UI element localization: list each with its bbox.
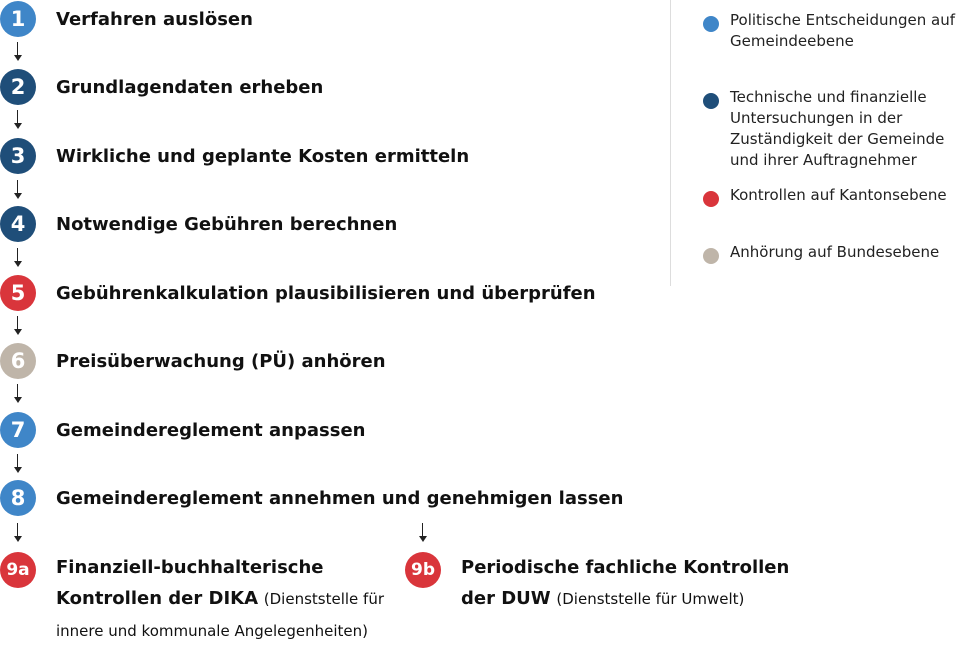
step-2: [0, 69, 323, 105]
step-9b: [405, 552, 791, 615]
arrow-down-icon: [13, 110, 23, 130]
legend-divider: [670, 0, 671, 286]
arrow-down-icon: [418, 523, 428, 543]
step-7: [0, 412, 365, 448]
legend-item-political: [703, 10, 965, 52]
legend-item-technical: [703, 87, 965, 171]
legend-text: Kontrollen auf Kantonsebene: [730, 186, 947, 204]
step-label: Preisüberwachung (PÜ) anhören: [56, 350, 386, 372]
step-number-badge: 4: [0, 206, 36, 242]
step-number-badge: 9a: [0, 552, 36, 588]
step-number-badge: 1: [0, 1, 36, 37]
step-label: Verfahren auslösen: [56, 8, 253, 30]
step-9b-note: (Dienststelle für Umwelt): [556, 590, 745, 608]
step-6: [0, 343, 386, 379]
step-5: [0, 275, 596, 311]
step-number-badge: 6: [0, 343, 36, 379]
step-number-badge: 7: [0, 412, 36, 448]
arrow-down-icon: [13, 523, 23, 543]
step-9b-line1: Periodische fachliche Kontrollen: [461, 557, 790, 578]
legend-text: Anhörung auf Bundesebene: [730, 243, 940, 261]
step-label: Wirkliche und geplante Kosten ermitteln: [56, 145, 470, 167]
arrow-down-icon: [13, 42, 23, 62]
step-9b-text: [461, 552, 791, 615]
legend-item-federal: [703, 242, 965, 264]
arrow-down-icon: [13, 316, 23, 336]
step-label: Gebührenkalkulation plausibilisieren und überprüfen: [56, 282, 596, 304]
step-label: Gemeindereglement anpassen: [56, 419, 366, 441]
step-9a-text: [56, 552, 386, 647]
legend-item-cantonal: [703, 185, 965, 207]
step-1: [0, 1, 253, 37]
step-label: Notwendige Gebühren berechnen: [56, 213, 398, 235]
step-number-badge: 2: [0, 69, 36, 105]
step-3: [0, 138, 469, 174]
step-9b-line2: der DUW: [461, 588, 551, 609]
step-number-badge: 9b: [405, 552, 441, 588]
legend-dot-icon: [703, 248, 719, 264]
arrow-down-icon: [13, 454, 23, 474]
step-number-badge: 8: [0, 480, 36, 516]
step-9a: [0, 552, 386, 647]
step-number-badge: 5: [0, 275, 36, 311]
arrow-down-icon: [13, 248, 23, 268]
step-8: [0, 480, 623, 516]
step-label: Gemeindereglement annehmen und genehmigen lassen: [56, 487, 624, 509]
legend-text: Politische Entscheidungen auf Gemeindeebene: [730, 11, 956, 50]
step-4: [0, 206, 397, 242]
step-number-badge: 3: [0, 138, 36, 174]
step-9a-note: (Dienststelle für innere und kommunale Angelegenheiten): [56, 590, 384, 640]
step-9a-line1: Finanziell-buchhalterische: [56, 557, 324, 578]
arrow-down-icon: [13, 180, 23, 200]
arrow-down-icon: [13, 384, 23, 404]
legend-text: Technische und finanzielle Untersuchungen in der Zuständigkeit der Gemeinde und ihrer Auftragnehmer: [730, 88, 945, 169]
step-9a-line2: Kontrollen der DIKA: [56, 588, 259, 609]
step-label: Grundlagendaten erheben: [56, 76, 324, 98]
legend-dot-icon: [703, 93, 719, 109]
legend-dot-icon: [703, 191, 719, 207]
legend-dot-icon: [703, 16, 719, 32]
